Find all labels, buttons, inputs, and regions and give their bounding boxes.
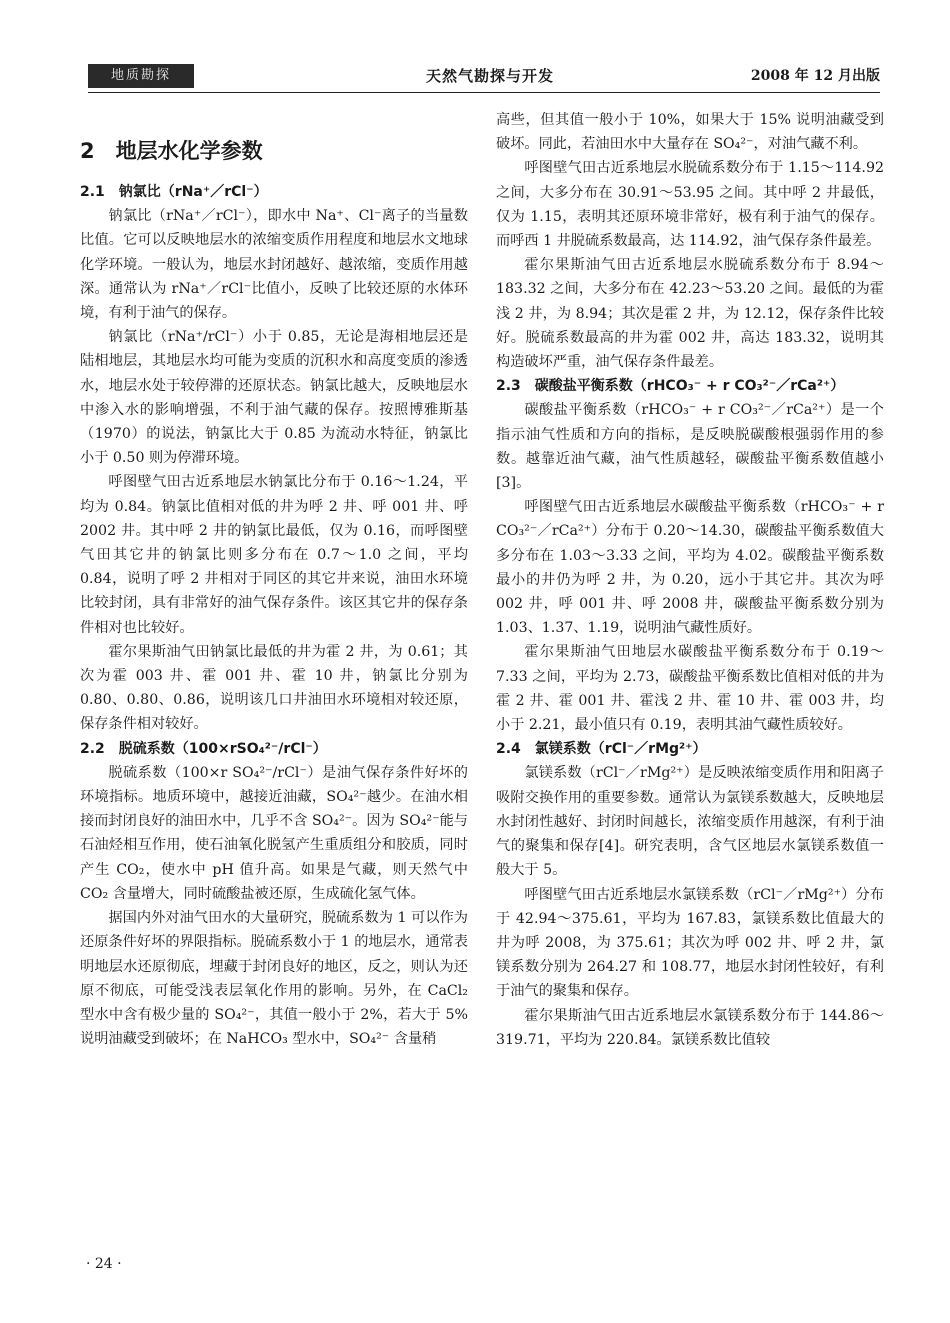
paragraph: 呼图壁气田古近系地层水氯镁系数（rCl⁻／rMg²⁺）分布于 42.94～375.61，平均为 167.83，氯镁系数比值最大的井为呼 2008，为 375.61；其次为呼 002 井、呼 2 井，氯镁系数分别为 264.27 和 108.77，地层水封闭性较好，有利于油气的聚集和保存。 (496, 886, 884, 1000)
left-column (80, 108, 468, 1051)
paragraph: 霍尔果斯油气田钠氯比最低的井为霍 2 井，为 0.61；其次为霍 003 井、霍 001 井、霍 10 井，钠氯比分别为 0.80、0.80、0.86，说明该几口井油田水环境相对较还原，保存条件相对较好。 (80, 643, 468, 733)
journal-title: 天然气勘探与开发 (425, 67, 554, 85)
paragraph: 氯镁系数（rCl⁻／rMg²⁺）是反映浓缩变质作用和阳离子吸附交换作用的重要参数。通常认为氯镁系数越大，反映地层水封闭性越好、封闭时间越长，浓缩变质作用越深，有利于油气的聚集和保存[4]。研究表明，含气区地层水氯镁系数值一般大于 5。 (496, 765, 884, 879)
section-title: 2 地层水化学参数 (80, 139, 263, 163)
paragraph: 脱硫系数（100×r SO₄²⁻/rCl⁻）是油气保存条件好坏的环境指标。地质环境中，越接近油藏，SO₄²⁻越少。在油水相接而封闭良好的油田水中，几乎不含 SO₄²⁻。因为 SO₄²⁻能与石油烃相互作用，使石油氧化脱氢产生重质组分和胶质，同时产生 CO₂，使水中 pH 值升高。如果是气藏，则天然气中 CO₂ 含量增大，同时硫酸盐被还原，生成硫化氢气体。 (80, 764, 468, 902)
paragraph: 据国内外对油气田水的大量研究，脱硫系数为 1 可以作为还原条件好坏的界限指标。脱硫系数小于 1 的地层水，通常表明地层水还原彻底，埋藏于封闭良好的地区，反之，则认为还原不彻底，可能受浅表层氧化作用的影响。另外，在 CaCl₂ 型水中含有极少量的 SO₄²⁻，其值一般小于 2%，若大于 5% 说明油藏受到破坏；在 NaHCO₃ 型水中，SO₄²⁻ 含量稍 (80, 910, 468, 1048)
subsection-title-2-2: 2.2 脱硫系数（100×rSO₄²⁻/rCl⁻） (80, 740, 327, 757)
paragraph: 钠氯比（rNa⁺/rCl⁻）小于 0.85，无论是海相地层还是陆相地层，其地层水均可能为变质的沉积水和高度变质的渗透水，地层水处于较停滞的还原状态。钠氯比越大，反映地层水中渗入水的影响增强，不利于油气藏的保存。按照博雅斯基（1970）的说法，钠氯比大于 0.85 为流动水特征，钠氯比小于 0.50 则为停滞环境。 (80, 329, 468, 467)
paragraph: 碳酸盐平衡系数（rHCO₃⁻ + r CO₃²⁻／rCa²⁺）是一个指示油气性质和方向的指标，是反映脱碳酸根强弱作用的参数。越靠近油气藏，油气性质越轻，碳酸盐平衡系数值越小[3]。 (496, 402, 884, 492)
paragraph: 钠氯比（rNa⁺／rCl⁻），即水中 Na⁺、Cl⁻离子的当量数比值。它可以反映地层水的浓缩变质作用程度和地层水文地球化学环境。一般认为，地层水封闭越好、越浓缩，变质作用越深。通常认为 rNa⁺／rCl⁻比值小，反映了比较还原的水体环境，有利于油气的保存。 (80, 208, 468, 322)
page-number: · 24 · (86, 1256, 122, 1272)
header-divider (88, 92, 880, 93)
paragraph: 霍尔果斯油气田古近系地层水脱硫系数分布于 8.94～183.32 之间，大多分布在 42.23～53.20 之间。最低的为霍浅 2 井，为 8.94；其次是霍 2 井，为 12.12，保存条件比较好。脱硫系数最高的井为霍 002 井，高达 183.32，说明其构造破坏严重，油气保存条件最差。 (496, 257, 884, 371)
paragraph-continued: 高些，但其值一般小于 10%，如果大于 15% 说明油藏受到破坏。同此，若油田水中大量存在 SO₄²⁻，对油气藏不利。 (496, 112, 884, 153)
subsection-title-2-4: 2.4 氯镁系数（rCl⁻／rMg²⁺） (496, 741, 707, 758)
paragraph: 呼图壁气田古近系地层水脱硫系数分布于 1.15～114.92 之间，大多分布在 30.91～53.95 之间。其中呼 2 井最低，仅为 1.15，表明其还原环境非常好，极有利于油气的保存。而呼西 1 井脱硫系数最高，达 114.92，油气保存条件最差。 (496, 160, 884, 250)
paragraph: 霍尔果斯油气田地层水碳酸盐平衡系数分布于 0.19～7.33 之间，平均为 2.73，碳酸盐平衡系数比值相对低的井为霍 2 井、霍 001 井、霍浅 2 井、霍 10 井、霍 003 井，均小于 2.21，最小值只有 0.19，表明其油气藏性质较好。 (496, 644, 884, 734)
subsection-title-2-1: 2.1 钠氯比（rNa⁺／rCl⁻） (80, 184, 268, 200)
right-column (496, 108, 884, 1052)
subsection-title-2-3: 2.3 碳酸盐平衡系数（rHCO₃⁻ + r CO₃²⁻／rCa²⁺） (496, 378, 845, 395)
paragraph: 呼图壁气田古近系地层水碳酸盐平衡系数（rHCO₃⁻ + r CO₃²⁻／rCa²⁺）分布于 0.20～14.30，碳酸盐平衡系数值大多分布在 1.03～3.33 之间，平均为 4.02。碳酸盐平衡系数最小的井仍为呼 2 井，为 0.20，远小于其它井。其次为呼 002 井，呼 001 井、呼 2008 井，碳酸盐平衡系数分别为 1.03、1.37、1.19，说明油气藏性质好。 (496, 499, 884, 637)
section-tag: 地质勘探 (88, 64, 194, 88)
paragraph: 霍尔果斯油气田古近系地层水氯镁系数分布于 144.86～319.71，平均为 220.84。氯镁系数比值较 (496, 1007, 884, 1048)
paragraph: 呼图壁气田古近系地层水钠氯比分布于 0.16～1.24，平均为 0.84。钠氯比值相对低的井为呼 2 井、呼 001 井、呼 2002 井。其中呼 2 井的钠氯比最低，仅为 0.16，而呼图壁气田其它井的钠氯比则多分布在 0.7～1.0 之间，平均 0.84，说明了呼 2 井相对于同区的其它井来说，油田水环境比较封闭，具有非常好的油气保存条件。该区其它井的保存条件相对也比较好。 (80, 474, 468, 636)
issue-date: 2008 年 12 月出版 (750, 68, 880, 84)
